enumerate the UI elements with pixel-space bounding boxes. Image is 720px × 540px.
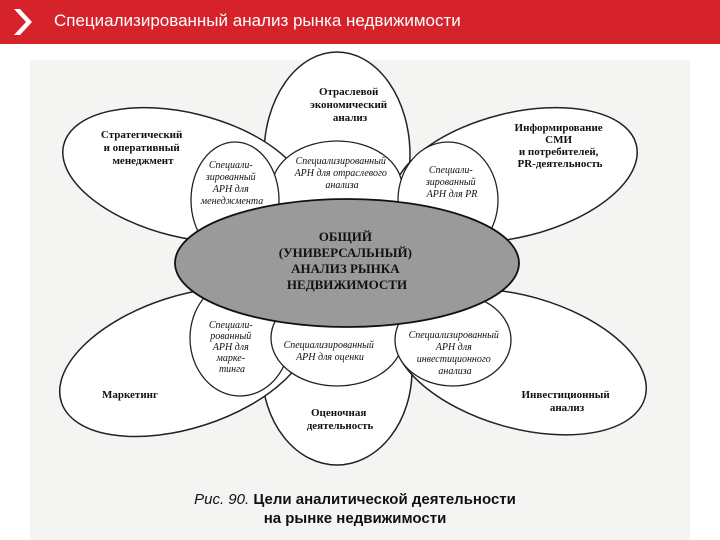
inner-label-bottom: Специализированный АРН для оценки: [283, 340, 374, 363]
label-bottom: Оценочная деятельность: [306, 407, 374, 432]
center-label: ОБЩИЙ (УНИВЕРСАЛЬНЫЙ) АНАЛИЗ РЫНКА НЕДВИЖИМОСТИ: [278, 229, 413, 292]
inner-label-top: Специализированный АРН для отраслевого анализа: [294, 156, 387, 191]
label-top-right: Информирование СМИ и потребителей, PR-деятельность: [514, 122, 603, 170]
caption-line-1: Цели аналитической деятельности: [253, 491, 516, 508]
figure-caption: [120, 490, 590, 528]
inner-label-top-right: Специали- зированный АРН для PR: [425, 165, 478, 200]
inner-label-top-left: Специали- зированный АРН для менеджмента: [200, 160, 264, 207]
label-bottom-left: Маркетинг: [101, 389, 159, 401]
label-bottom-right: Инвестиционный анализ: [521, 389, 610, 414]
label-top-left: Стратегический и оперативный менеджмент: [100, 129, 183, 167]
figure-number: Рис. 90.: [194, 491, 250, 508]
chevron-right-icon: [6, 7, 36, 37]
slide-title: Специализированный анализ рынка недвижимости: [54, 11, 461, 30]
inner-label-bottom-left: Специали- рованный АРН для марке- тинга: [208, 320, 253, 375]
inner-label-bottom-right: Специализированный АРН для инвестиционного анализа: [408, 330, 499, 377]
title-bar: [0, 0, 720, 44]
label-top: Отраслевой экономический анализ: [310, 86, 388, 124]
caption-line-2: на рынке недвижимости: [263, 510, 447, 527]
